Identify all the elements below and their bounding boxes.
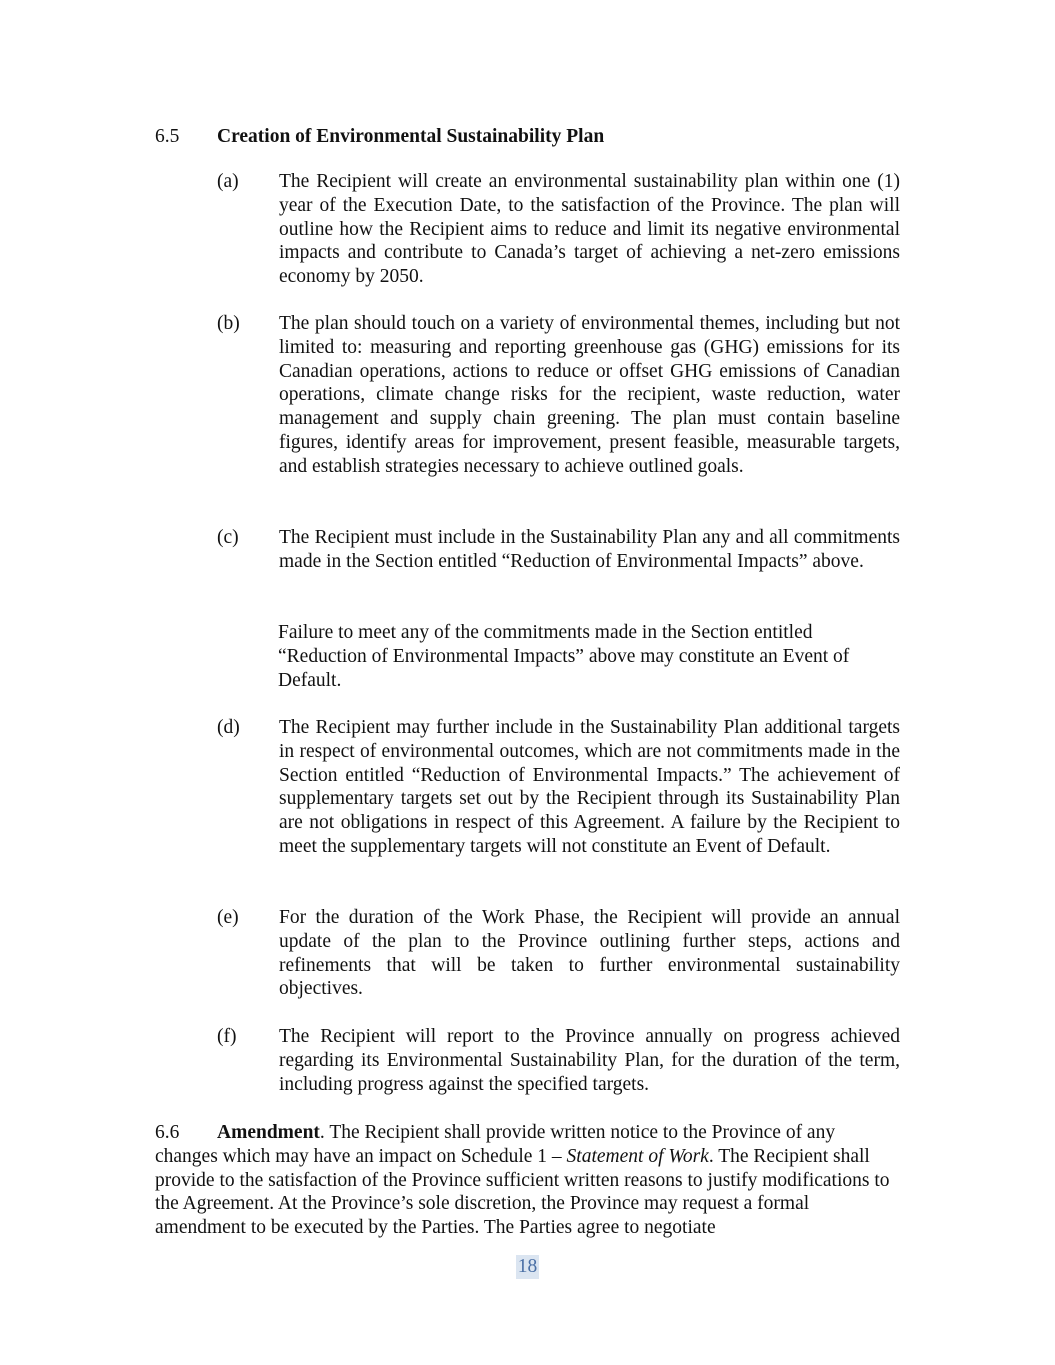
clause-d	[217, 716, 900, 859]
clause-text: The Recipient must include in the Sustainability Plan any and all commitments made in the Section entitled “Reduction of Environmental Impacts” above.	[279, 527, 900, 572]
clause-label: (f)	[217, 1026, 237, 1047]
page-number: 18	[517, 1256, 538, 1277]
clause-label: (c)	[217, 527, 239, 548]
clause-text: The plan should touch on a variety of environmental themes, including but not limited to: measuring and reporting greenhouse gas (GHG) emissions for its Canadian operations, actions to reduce or offset GHG emissions of Canadian operations, climate change risks for the recipient, waste reduction, water management and supply chain greening. The plan must contain baseline figures, identify areas for improvement, present feasible, measurable targets, and establish strategies necessary to achieve outlined goals.	[279, 313, 900, 477]
section-title: Creation of Environmental Sustainability Plan	[217, 126, 605, 147]
clause-label: (e)	[217, 907, 239, 928]
clause-a	[217, 170, 900, 289]
clause-text: The Recipient may further include in the Sustainability Plan additional targets in respect of environmental outcomes, which are not commitments made in the Section entitled “Reduction of Environmental Impacts.” The achievement of supplementary targets set out by the Recipient through its Sustainability Plan are not obligations in respect of this Agreement. A failure by the Recipient to meet the supplementary targets will not constitute an Event of Default.	[279, 717, 900, 857]
clause-b	[217, 312, 900, 479]
section-number: 6.6	[155, 1122, 180, 1143]
clause-label: (a)	[217, 171, 239, 192]
clause-e	[217, 906, 900, 1001]
clause-c-note: Failure to meet any of the commitments made in the Section entitled “Reduction of Environmental Impacts” above may constitute an Event of Default.	[278, 622, 850, 691]
clause-c	[217, 526, 900, 574]
section-6-5-heading	[155, 125, 900, 149]
section-title: Amendment	[217, 1122, 320, 1143]
section-number: 6.5	[155, 126, 180, 147]
clause-label: (b)	[217, 313, 240, 334]
clause-text: For the duration of the Work Phase, the Recipient will provide an annual update of the plan to the Province outlining further steps, actions and refinements that will be taken to further environmental sustainability objectives.	[279, 907, 900, 1000]
section-6-6-amendment	[155, 1121, 895, 1240]
amendment-text-part1: . The Recipient shall provide written notice to the Province of any changes which may have an impact on Schedule 1 –	[155, 1122, 836, 1167]
clause-text: The Recipient will create an environmental sustainability plan within one (1) year of the Execution Date, to the satisfaction of the Province. The plan will outline how the Recipient aims to reduce and limit its negative environmental impacts and contribute to Canada’s target of achieving a net-zero emissions economy by 2050.	[279, 171, 900, 288]
amendment-italic-title: Statement of Work	[566, 1145, 709, 1167]
clause-text: The Recipient will report to the Province annually on progress achieved regarding its Environmental Sustainability Plan, for the duration of the term, including progress against the specified targets.	[279, 1026, 900, 1095]
amendment-text-part2: . The Recipient shall provide to the satisfaction of the Province sufficient written reasons to justify modifications to the Agreement. At the Province’s sole discretion, the Province may request a formal amendment to be executed by the Parties. The Parties agree to negotiate	[155, 1145, 890, 1239]
clause-label: (d)	[217, 717, 240, 738]
clause-f	[217, 1025, 900, 1096]
